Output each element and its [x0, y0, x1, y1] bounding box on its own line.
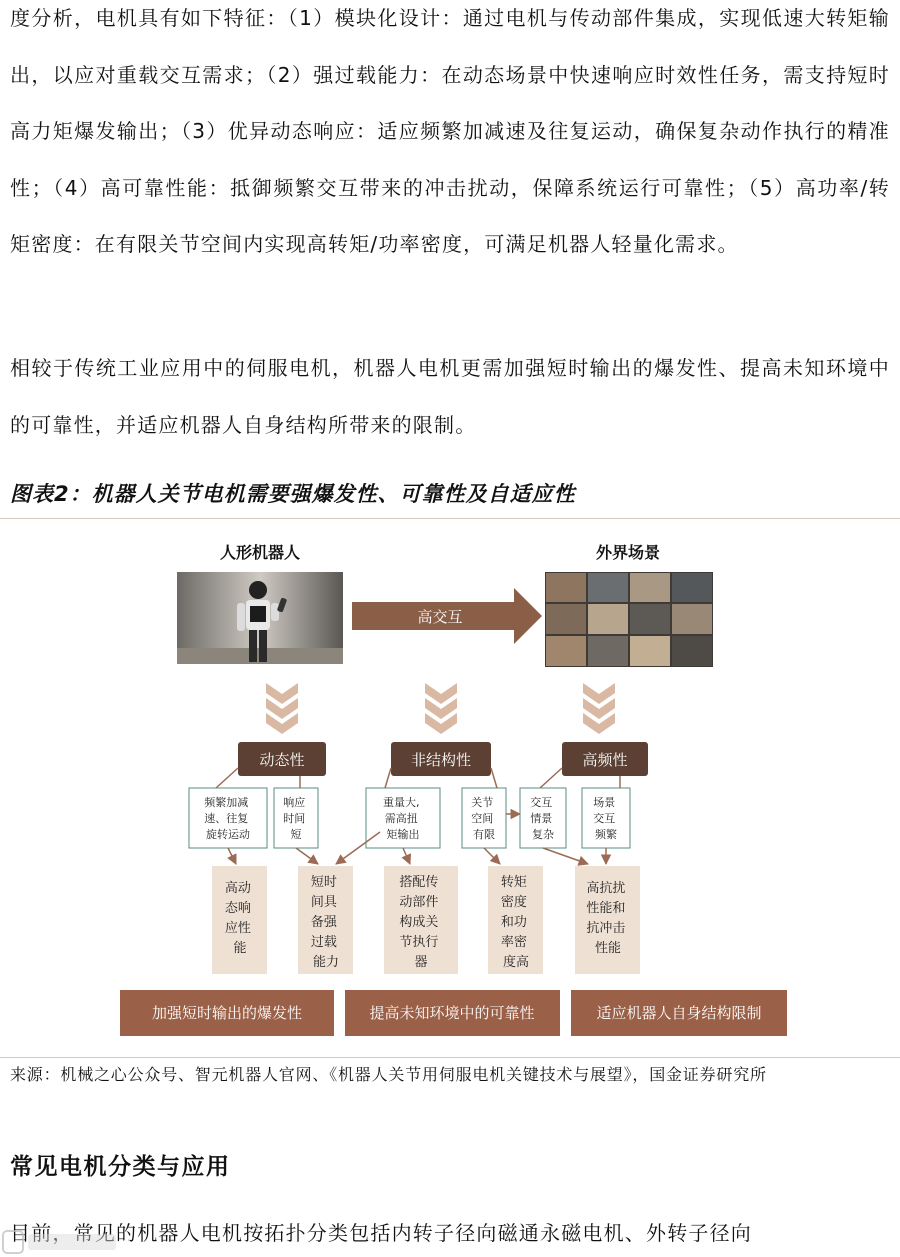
requirement-text: 高抗扰 性能和 抗冲击 性能: [586, 881, 626, 956]
conclusion-burst-output: [120, 990, 334, 1036]
paragraph-motor-features: 度分析，电机具有如下特征：（1）模块化设计：通过电机与传动部件集成，实现低速大转矩输出，以应对重载交互需求；（2）强过载能力：在动态场景中快速响应时效性任务，需支持短时高力矩爆发输出；（3）优异动态响应：适应频繁加减速及往复运动，确保复杂动作执行的精准性；（4）高可靠性能：抵御频繁交互带来的冲击扰动，保障系统运行可靠性；（5）高功率/转矩密度：在有限关节空间内实现高转矩/功率密度，可满足机器人轻量化需求。: [10, 6, 890, 256]
svg-text:非结构性: 非结构性: [410, 751, 472, 769]
external-scene-label: 外界场景: [595, 543, 661, 562]
condition-text: 响应 时间 短: [283, 796, 306, 841]
svg-text:加强短时输出的爆发性: 加强短时输出的爆发性: [151, 1004, 303, 1022]
external-scene-collage: [545, 572, 713, 667]
humanoid-robot-label: 人形机器人: [219, 543, 301, 562]
paragraph-comparison: 相较于传统工业应用中的伺服电机，机器人电机更需加强短时输出的爆发性、提高未知环境中的可靠性，并适应机器人自身结构所带来的限制。: [10, 356, 890, 437]
condition-text: 关节 空间 有限: [471, 796, 495, 841]
svg-text:高频性: 高频性: [582, 751, 628, 769]
figure-source: 来源：机械之心公众号、智元机器人官网、《机器人关节用伺服电机关键技术与展望》，国金证券研究所: [10, 1065, 767, 1084]
motor-requirements-diagram: [0, 520, 900, 1056]
interaction-arrow-label: 高交互: [417, 608, 463, 626]
requirement-text: 高动 态响 应性 能: [224, 881, 251, 956]
conclusion-structure-adaptation: [571, 990, 787, 1036]
figure-bottom-rule: [0, 1057, 900, 1058]
figure-title: 图表2：机器人关节电机需要强爆发性、可靠性及自适应性: [10, 482, 576, 506]
condition-text: 场景 交互 频繁: [593, 796, 617, 841]
svg-text:提高未知环境中的可靠性: 提高未知环境中的可靠性: [369, 1004, 535, 1022]
chevron-down-icon: [583, 683, 615, 734]
svg-text:动态性: 动态性: [259, 751, 305, 769]
condition-text: 频繁加减 速、往复 旋转运动: [204, 796, 250, 841]
requirement-text: 转矩 密度 和功 率密 度高: [500, 875, 530, 970]
watermark-logo: [2, 1228, 122, 1256]
paragraph-motor-classification: 目前，常见的机器人电机按拓扑分类包括内转子径向磁通永磁电机、外转子径向: [10, 1221, 752, 1245]
figure-top-rule: [0, 518, 900, 519]
category-unstructured: [391, 742, 491, 776]
humanoid-robot-image: [177, 572, 343, 664]
requirement-text: 短时 间具 备强 过载 能力: [310, 875, 340, 970]
requirement-text: 搭配传 动部件 构成关 节执行 器: [399, 875, 439, 970]
chevron-down-icon: [425, 683, 457, 734]
section-heading: 常见电机分类与应用: [10, 1154, 231, 1180]
category-high-frequency: [562, 742, 648, 776]
category-dynamic: [238, 742, 326, 776]
svg-text:适应机器人自身结构限制: 适应机器人自身结构限制: [596, 1004, 762, 1022]
condition-text: 交互 情景 复杂: [530, 796, 554, 841]
condition-text: 重量大, 需高扭 矩输出: [383, 796, 420, 841]
chevron-down-icon: [266, 683, 298, 734]
conclusion-reliability: [345, 990, 560, 1036]
interaction-arrow: [352, 588, 542, 644]
